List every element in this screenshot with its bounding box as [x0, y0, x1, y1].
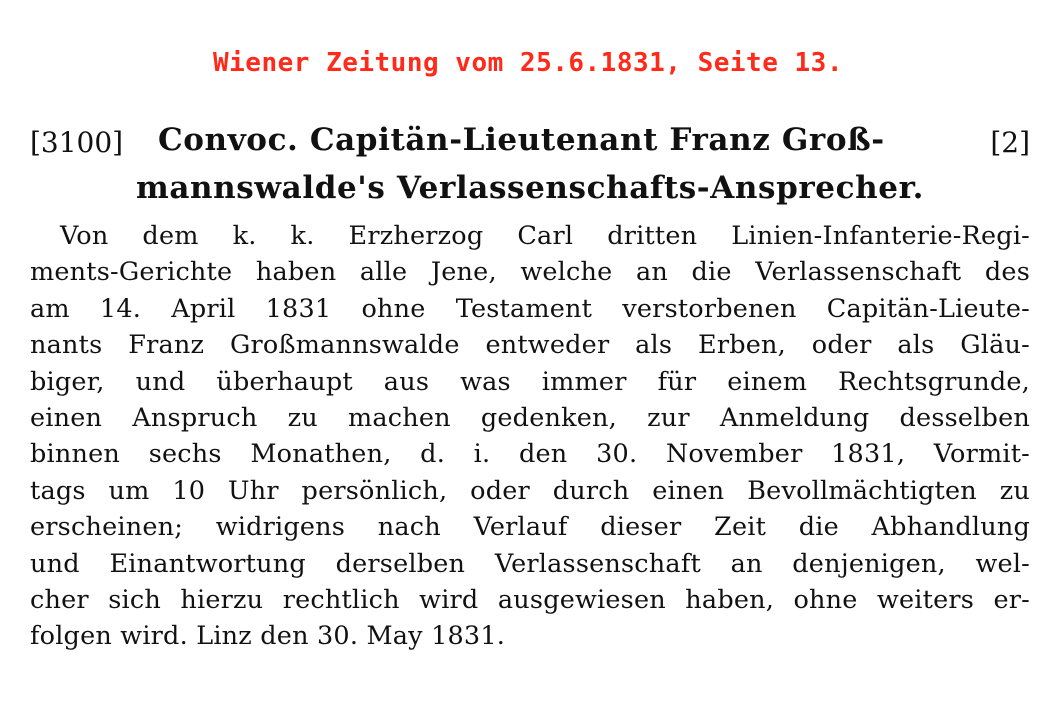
- notice-body-line: ments-Gerichte haben alle Jene, welche an die Verlassenschaft des: [30, 257, 1030, 288]
- notice-header: [30, 118, 1030, 170]
- notice-body-line: einen Anspruch zu machen gedenken, zur Anmeldung desselben: [30, 402, 1030, 433]
- notice-reference-number: [3100]: [30, 126, 124, 159]
- notice-body-line: tags um 10 Uhr persönlich, oder durch einen Bevollmächtigten zu: [30, 475, 1030, 506]
- notice-insertion-count: [2]: [990, 126, 1030, 159]
- notice-body-line: am 14. April 1831 ohne Testament verstorbenen Capitän-Lieute-: [30, 293, 1030, 324]
- notice-body-line: biger, und überhaupt aus was immer für einem Rechtsgrunde,: [30, 366, 1030, 397]
- newspaper-clipping: [30, 118, 1030, 655]
- notice-body-line: binnen sechs Monathen, d. i. den 30. November 1831, Vormit-: [30, 439, 1030, 470]
- notice-body-line: erscheinen; widrigens nach Verlauf dieser Zeit die Abhandlung: [30, 512, 1030, 543]
- source-caption: Wiener Zeitung vom 25.6.1831, Seite 13.: [213, 48, 843, 78]
- notice-title-line-1: Convoc. Capitän-Lieutenant Franz Groß-: [158, 122, 885, 158]
- notice-body-line: nants Franz Großmannswalde entweder als Erben, oder als Gläu-: [30, 330, 1030, 361]
- notice-body-line: Von dem k. k. Erzherzog Carl dritten Linien-Infanterie-Regi-: [60, 221, 1030, 251]
- notice-body-line: cher sich hierzu rechtlich wird ausgewiesen haben, ohne weiters er-: [30, 584, 1030, 615]
- notice-title-line-2: mannswalde's Verlassenschafts-Ansprecher.: [135, 170, 925, 206]
- notice-body-line: folgen wird. Linz den 30. May 1831.: [30, 621, 506, 652]
- notice-body-line: und Einantwortung derselben Verlassenschaft an denjenigen, wel-: [30, 548, 1030, 579]
